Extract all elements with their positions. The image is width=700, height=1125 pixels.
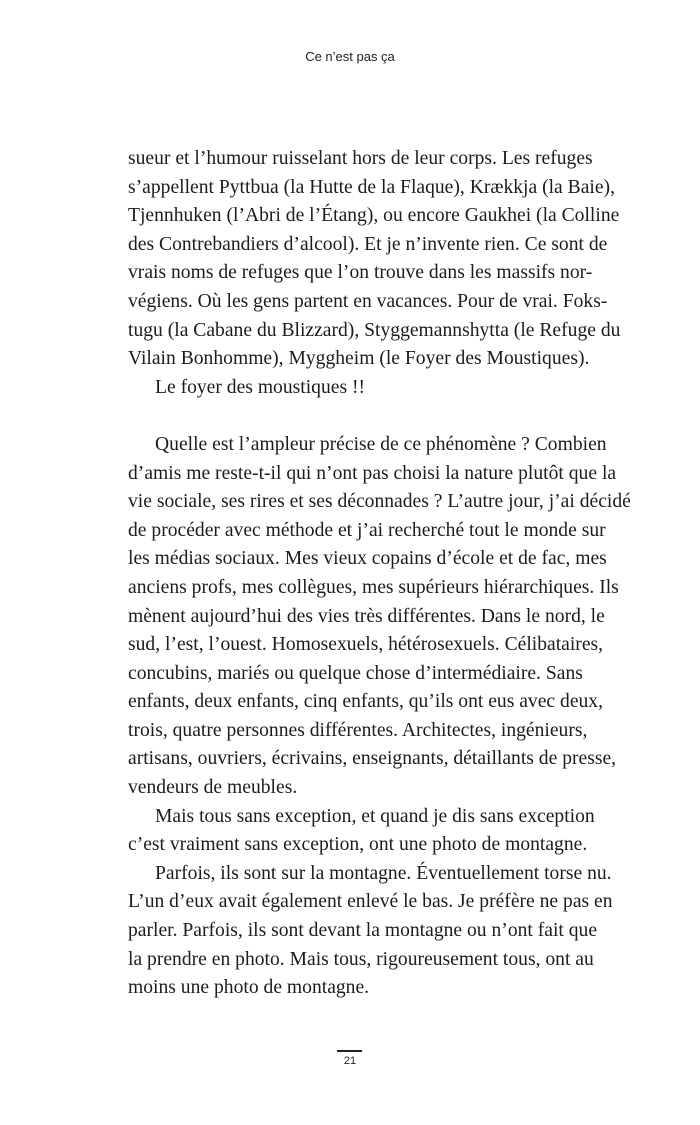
text-line: s’appellent Pyttbua (la Hutte de la Flaque), Krækkja (la Baie), xyxy=(128,176,615,198)
text-line: artisans, ouvriers, écrivains, enseignants, détaillants de presse, xyxy=(128,748,617,770)
text-line: L’un d’eux avait également enlevé le bas. Je préfère ne pas en xyxy=(128,891,613,913)
text-line: anciens profs, mes collègues, mes supérieurs hiérarchiques. Ils xyxy=(128,576,619,598)
page-number-rule xyxy=(337,1050,362,1052)
text-line: vendeurs de meubles. xyxy=(128,777,298,799)
body-text xyxy=(128,145,631,1003)
page-number: 21 xyxy=(343,1055,357,1067)
text-line: parler. Parfois, ils sont devant la montagne ou n’ont fait que xyxy=(128,920,598,942)
text-line: enfants, deux enfants, cinq enfants, qu’ils ont eus avec deux, xyxy=(128,691,604,713)
text-line: Le foyer des moustiques !! xyxy=(155,376,366,398)
text-line: d’amis me reste-t-il qui n’ont pas choisi la nature plutôt que la xyxy=(128,462,617,484)
text-line: de procéder avec méthode et j’ai recherché tout le monde sur xyxy=(128,519,606,541)
text-line: Quelle est l’ampleur précise de ce phénomène ? Combien xyxy=(155,433,607,455)
section-gap xyxy=(128,402,572,431)
text-line: Tjennhuken (l’Abri de l’Étang), ou encore Gaukhei (la Colline xyxy=(128,205,620,227)
text-line: Mais tous sans exception, et quand je dis sans exception xyxy=(155,805,595,827)
paragraph xyxy=(128,431,631,803)
text-line: Parfois, ils sont sur la montagne. Éventuellement torse nu. xyxy=(155,862,612,884)
text-line: moins une photo de montagne. xyxy=(128,977,370,999)
text-line: trois, quatre personnes différentes. Architectes, ingénieurs, xyxy=(128,719,588,741)
running-header: Ce n’est pas ça xyxy=(305,49,395,64)
text-line: c’est vraiment sans exception, ont une photo de montagne. xyxy=(128,834,588,856)
text-line: végiens. Où les gens partent en vacances. Pour de vrai. Foks- xyxy=(128,290,608,312)
text-line: sueur et l’humour ruisselant hors de leur corps. Les refuges xyxy=(128,148,593,169)
text-line: vrais noms de refuges que l’on trouve dans les massifs nor- xyxy=(128,262,593,284)
paragraph xyxy=(128,860,613,1003)
paragraph xyxy=(128,145,621,374)
text-line: vie sociale, ses rires et ses déconnades ? L’autre jour, j’ai décidé xyxy=(128,491,631,513)
text-line: la prendre en photo. Mais tous, rigoureusement tous, ont au xyxy=(128,948,594,970)
text-line: tugu (la Cabane du Blizzard), Styggemannshytta (le Refuge du xyxy=(128,319,621,341)
text-line: des Contrebandiers d’alcool). Et je n’invente rien. Ce sont de xyxy=(128,233,608,255)
paragraph xyxy=(128,803,595,860)
paragraph xyxy=(128,374,572,403)
text-line: mènent aujourd’hui des vies très différentes. Dans le nord, le xyxy=(128,605,605,627)
text-line: Vilain Bonhomme), Myggheim (le Foyer des Moustiques). xyxy=(128,348,590,370)
text-line: les médias sociaux. Mes vieux copains d’école et de fac, mes xyxy=(128,548,607,570)
text-line: concubins, mariés ou quelque chose d’intermédiaire. Sans xyxy=(128,662,583,684)
text-line: sud, l’est, l’ouest. Homosexuels, hétérosexuels. Célibataires, xyxy=(128,634,604,656)
